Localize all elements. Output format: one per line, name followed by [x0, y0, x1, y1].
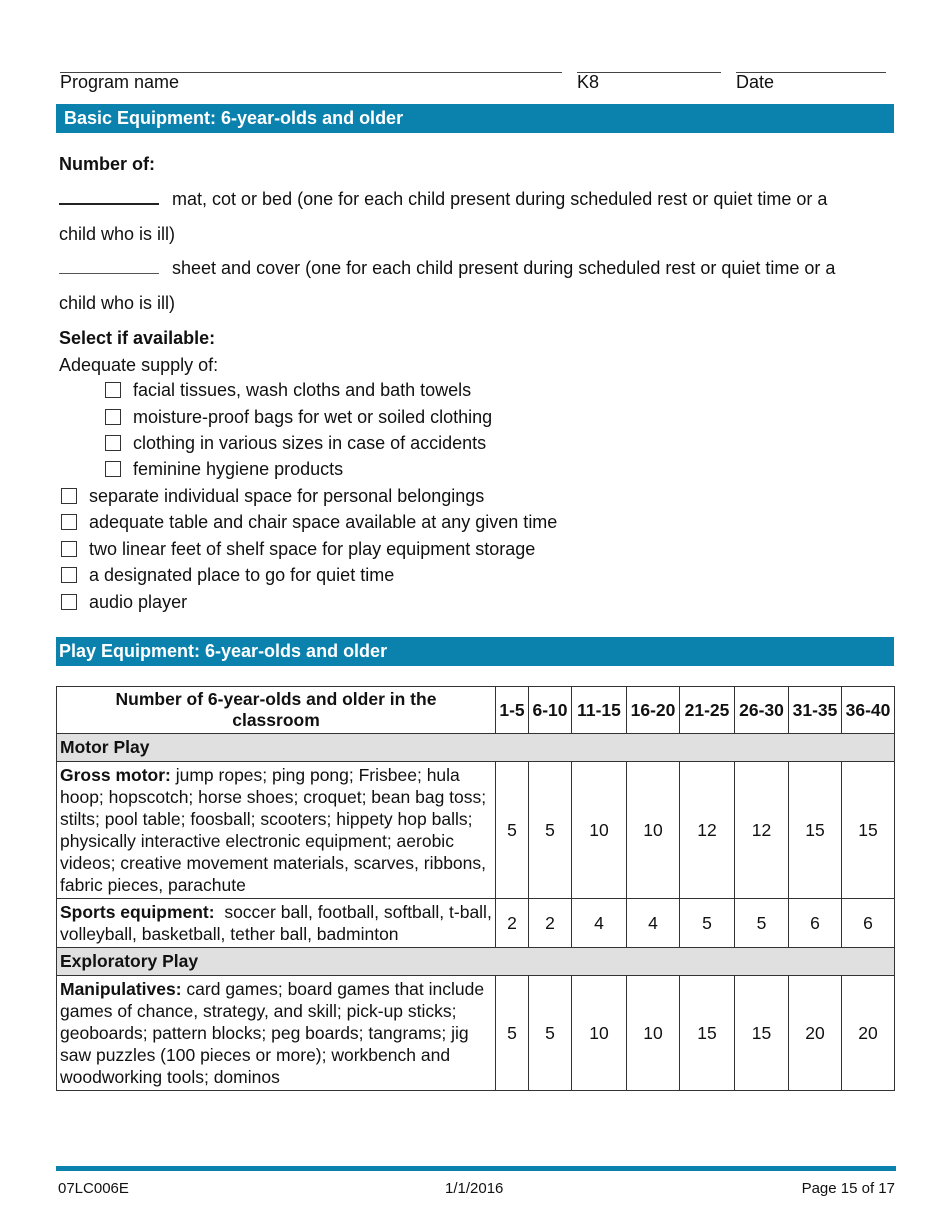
section-label: Motor Play [57, 734, 895, 762]
sheet-count-text-cont: child who is ill) [59, 293, 176, 313]
checkbox[interactable] [105, 409, 121, 425]
checkbox[interactable] [105, 382, 121, 398]
checkbox[interactable] [61, 594, 77, 610]
section-row-exploratory-play [57, 948, 895, 976]
checkbox[interactable] [105, 461, 121, 477]
table-cell: 5 [735, 899, 789, 948]
checklist-label: feminine hygiene products [133, 459, 344, 479]
table-cell: 15 [842, 762, 895, 899]
checklist-label: moisture-proof bags for wet or soiled clothing [133, 407, 493, 427]
table-cell: 4 [627, 899, 680, 948]
checklist-item [105, 406, 492, 428]
checklist-label: facial tissues, wash cloths and bath towels [133, 380, 472, 400]
table-cell: 10 [627, 762, 680, 899]
checklist-label: audio player [89, 592, 188, 612]
table-cell: 4 [572, 899, 627, 948]
row-description [57, 762, 496, 899]
row-description [57, 976, 496, 1091]
checklist-item [61, 538, 535, 560]
table-cell: 12 [680, 762, 735, 899]
column-header: 26-30 [735, 687, 789, 734]
row-title: Gross motor: [60, 765, 171, 785]
select-if-available-label: Select if available: [59, 328, 216, 348]
column-header: 31-35 [789, 687, 842, 734]
footer-form-id: 07LC006E [58, 1180, 129, 1197]
table-cell: 20 [842, 976, 895, 1091]
table-cell: 10 [572, 976, 627, 1091]
column-header: 11-15 [572, 687, 627, 734]
k8-label: K8 [577, 72, 600, 92]
checkbox[interactable] [61, 488, 77, 504]
basic-equipment-heading: Basic Equipment: 6-year-olds and older [56, 104, 894, 133]
checklist-label: adequate table and chair space available at any given time [89, 512, 558, 532]
table-cell: 2 [529, 899, 572, 948]
section-label: Exploratory Play [57, 948, 895, 976]
checklist-label: two linear feet of shelf space for play equipment storage [89, 539, 536, 559]
checklist-item [105, 458, 343, 480]
checkbox[interactable] [61, 541, 77, 557]
table-cell: 10 [627, 976, 680, 1091]
table-cell: 20 [789, 976, 842, 1091]
checklist-item [61, 511, 557, 533]
column-header: 16-20 [627, 687, 680, 734]
play-equipment-table [56, 686, 895, 1091]
footer-date: 1/1/2016 [445, 1180, 504, 1197]
row-text: card games; board games that include games of chance, strategy, and skill; pick-up sticks; geoboards; pattern blocks; peg boards; tangrams; jig saw puzzles (100 pieces or more); workbench and woodworking tools; dominos [60, 979, 485, 1087]
sheet-count-item [59, 258, 835, 279]
section-row-motor-play [57, 734, 895, 762]
checkbox[interactable] [105, 435, 121, 451]
date-label: Date [736, 72, 775, 92]
mat-count-item [59, 189, 827, 210]
table-cell: 15 [735, 976, 789, 1091]
table-cell: 6 [789, 899, 842, 948]
column-header: 6-10 [529, 687, 572, 734]
mat-count-text: mat, cot or bed (one for each child present during scheduled rest or quiet time or a [172, 189, 828, 209]
table-cell: 15 [680, 976, 735, 1091]
footer-divider [56, 1166, 896, 1171]
column-header: 1-5 [496, 687, 529, 734]
table-cell: 5 [680, 899, 735, 948]
table-cell: 6 [842, 899, 895, 948]
number-of-label: Number of: [59, 154, 155, 174]
checkbox[interactable] [61, 567, 77, 583]
table-cell: 5 [529, 762, 572, 899]
checklist-item [105, 432, 486, 454]
column-header: 36-40 [842, 687, 895, 734]
row-title: Manipulatives: [60, 979, 182, 999]
checklist-label: clothing in various sizes in case of accidents [133, 433, 487, 453]
sheet-count-blank[interactable] [59, 273, 159, 274]
checklist-item [61, 485, 484, 507]
mat-count-blank[interactable] [59, 203, 159, 205]
play-equipment-heading: Play Equipment: 6-year-olds and older [56, 637, 894, 666]
table-cell: 10 [572, 762, 627, 899]
column-header: 21-25 [680, 687, 735, 734]
table-cell: 12 [735, 762, 789, 899]
program-name-label: Program name [60, 72, 180, 92]
row-text: soccer ball, football, softball, t-ball, volleyball, basketball, tether ball, badminton [60, 902, 497, 944]
checklist-item [61, 591, 187, 613]
row-description [57, 899, 496, 948]
table-cell: 5 [496, 976, 529, 1091]
table-row [57, 899, 895, 948]
table-cell: 15 [789, 762, 842, 899]
mat-count-text-cont: child who is ill) [59, 224, 176, 244]
sheet-count-text: sheet and cover (one for each child present during scheduled rest or quiet time or a [172, 258, 836, 278]
row-text: jump ropes; ping pong; Frisbee; hula hoop; hopscotch; horse shoes; croquet; bean bag toss; stilts; pool table; foosball; scooters; hippety hop balls; physically interactive electronic equipment; aerobic videos; creative movement materials, scarves, ribbons, fabric pieces, parachute [60, 765, 487, 895]
checklist-label: separate individual space for personal belongings [89, 486, 485, 506]
footer-page-number: Page 15 of 17 [801, 1180, 895, 1197]
checkbox[interactable] [61, 514, 77, 530]
adequate-supply-label: Adequate supply of: [59, 355, 219, 375]
table-row [57, 762, 895, 899]
checklist-label: a designated place to go for quiet time [89, 565, 395, 585]
table-header-row [57, 687, 895, 734]
checklist-item [105, 379, 471, 401]
checklist-item [61, 564, 394, 586]
table-cell: 5 [496, 762, 529, 899]
table-cell: 5 [529, 976, 572, 1091]
table-header-label: Number of 6-year-olds and older in the classroom [57, 687, 496, 734]
table-cell: 2 [496, 899, 529, 948]
row-title: Sports equipment: [60, 902, 215, 922]
table-row [57, 976, 895, 1091]
